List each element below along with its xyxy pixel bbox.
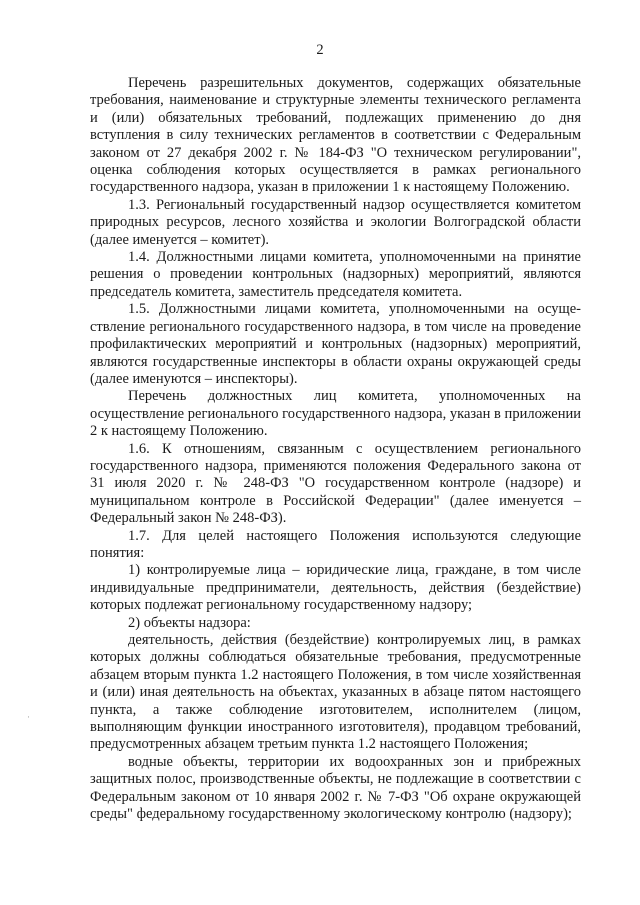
margin-mark: · xyxy=(27,712,30,722)
paragraph-permits-list: Перечень разрешительных документов, содержащих обязательные требования, наименование и структурные элементы технического регламента и (или) обязательных требований, подлежащих применению до дня вступления в силу технических регламентов в соответствии с Федеральным законом от 27 декабря 2002 г. № 184-ФЗ "О техническом регулировании", оценка соблюдения которых осуществляется в рамках регионального государственного надзора, указан в приложении 1 к настоящему Положению. xyxy=(90,75,581,196)
paragraph-1-6: 1.6. К отношениям, связанным с осуществлением регионального государственного надзора, применяются положения Федерального закона от 31 июля 2020 г. № 248-ФЗ "О государственном контроле (надзоре) и муниципальном контроле в Российской Федерации" (далее именуется – Федеральный закон № 248-ФЗ). xyxy=(90,440,581,527)
paragraph-1-3: 1.3. Региональный государственный надзор осуществляется комитетом природных ресурсов, лесного хозяйства и экологии Волгоградской области (далее именуется – комитет). xyxy=(90,196,581,248)
page-number: 2 xyxy=(316,42,324,58)
document-body xyxy=(90,75,581,823)
paragraph-supervision-objects: 2) объекты надзора: xyxy=(128,614,251,631)
paragraph-officials-list: Перечень должностных лиц комитета, уполномоченных на осуществление регионального государственного надзора, указан в приложении 2 к настоящему Положению. xyxy=(90,388,581,440)
paragraph-1-5: 1.5. Должностными лицами комитета, уполномоченными на осуще-ствление регионального государственного надзора, в том числе на проведение профилактических мероприятий и контрольных (надзорных) мероприятий, являются государственные инспекторы в области охраны окружающей среды (далее именуются – инспекторы). xyxy=(90,301,581,387)
paragraph-1-4: 1.4. Должностными лицами комитета, уполномоченными на принятие решения о проведении контрольных (надзорных) мероприятий, являются председатель комитета, заместитель председателя комитета. xyxy=(90,249,581,300)
paragraph-activity: деятельность, действия (бездействие) контролируемых лиц, в рамках которых должны соблюдаться обязательные требования, предусмотренные абзацем вторым пункта 1.2 настоящего Положения, в том числе хозяйственная и (или) иная деятельность на объектах, указанных в абзаце пятом настоящего пункта, а также соблюдение изготовителем, исполнителем (лицом, выполняющим функции иностранного изготовителя), продавцом требований, предусмотренных абзацем третьим пункта 1.2 настоящего Положения; xyxy=(90,632,581,753)
paragraph-controlled-persons: 1) контролируемые лица – юридические лица, граждане, в том числе индивидуальные предприниматели, деятельность, действия (бездействие) которых подлежат региональному государственному надзору; xyxy=(90,562,581,614)
paragraph-water-objects: водные объекты, территории их водоохранных зон и прибрежных защитных полос, производственные объекты, не подлежащие в соответствии с Федеральным законом от 10 января 2002 г. № 7-ФЗ "Об охране окружающей среды" федеральному государственному экологическому контролю (надзору); xyxy=(90,753,581,823)
paragraph-1-7: 1.7. Для целей настоящего Положения используются следующие понятия: xyxy=(90,527,581,561)
